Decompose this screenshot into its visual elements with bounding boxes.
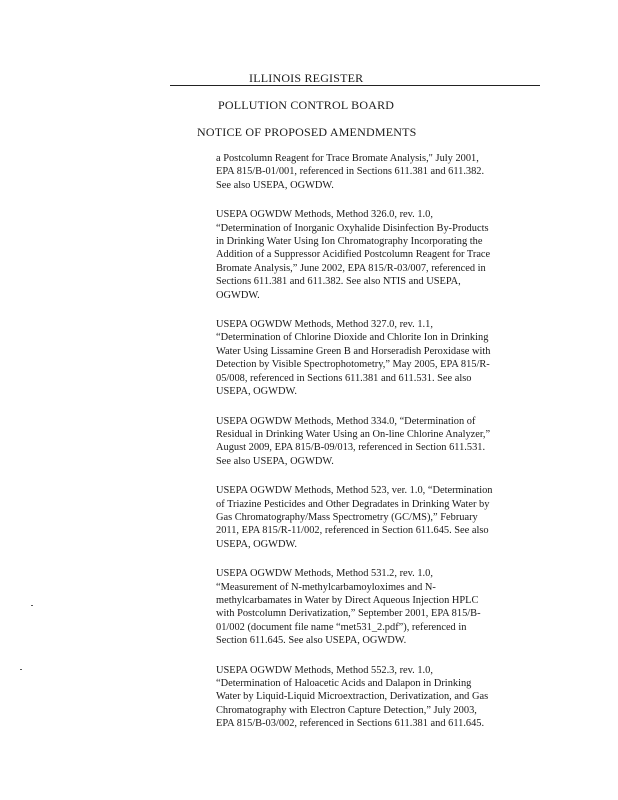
board-title: POLLUTION CONTROL BOARD xyxy=(218,98,395,112)
citation-list xyxy=(216,152,546,747)
citation-entry xyxy=(216,567,546,647)
citation-entry xyxy=(216,484,546,551)
citation-entry xyxy=(216,208,546,302)
citation-entry xyxy=(216,664,546,731)
entry-line: “Determination of Inorganic Oxyhalide Disinfection By-Products xyxy=(216,222,489,234)
entry-line: EPA 815/B-03/002, referenced in Sections 611.381 and 611.645. xyxy=(216,718,485,730)
entry-line: Sections 611.381 and 611.382. See also NTIS and USEPA, xyxy=(216,276,461,288)
entry-line: Residual in Drinking Water Using an On-line Chlorine Analyzer,” xyxy=(216,428,491,440)
entry-line: Chromatography with Electron Capture Detection,” July 2003, xyxy=(216,704,477,716)
entry-line: USEPA OGWDW Methods, Method 552.3, rev. 1.0, xyxy=(216,664,433,676)
entry-line: of Triazine Pesticides and Other Degradates in Drinking Water by xyxy=(216,498,490,510)
entry-line: USEPA OGWDW Methods, Method 531.2, rev. 1.0, xyxy=(216,568,433,580)
scan-speck xyxy=(31,605,33,606)
entry-line: Gas Chromatography/Mass Spectrometry (GC/MS),” February xyxy=(216,511,478,523)
citation-entry xyxy=(216,318,546,398)
entry-line: USEPA, OGWDW. xyxy=(216,386,297,398)
entry-line: 01/002 (document file name “met531_2.pdf”), referenced in xyxy=(216,621,467,633)
entry-line: a Postcolumn Reagent for Trace Bromate Analysis," July 2001, xyxy=(216,153,479,164)
scan-speck xyxy=(20,669,22,670)
entry-line: USEPA OGWDW Methods, Method 327.0, rev. 1.1, xyxy=(216,319,433,331)
citation-entry xyxy=(216,415,546,469)
entry-line: See also USEPA, OGWDW. xyxy=(216,455,334,467)
notice-title: NOTICE OF PROPOSED AMENDMENTS xyxy=(197,125,417,139)
entry-line: August 2009, EPA 815/B-09/013, referenced in Section 611.531. xyxy=(216,442,486,454)
entry-line: Section 611.645. See also USEPA, OGWDW. xyxy=(216,635,407,647)
entry-line: USEPA, OGWDW. xyxy=(216,538,297,550)
entry-line: Bromate Analysis,” June 2002, EPA 815/R-03/007, referenced in xyxy=(216,262,486,274)
entry-line: Detection by Visible Spectrophotometry,” May 2005, EPA 815/R- xyxy=(216,359,490,371)
entry-line: USEPA OGWDW Methods, Method 523, ver. 1.0, “Determination xyxy=(216,485,493,497)
entry-line: USEPA OGWDW Methods, Method 326.0, rev. 1.0, xyxy=(216,209,433,221)
entry-line: Water Using Lissamine Green B and Horseradish Peroxidase with xyxy=(216,345,491,357)
register-title: ILLINOIS REGISTER xyxy=(249,71,364,85)
entry-line: with Postcolumn Derivatization,” September 2001, EPA 815/B- xyxy=(216,608,481,620)
entry-line: Addition of a Suppressor Acidified Postcolumn Reagent for Trace xyxy=(216,249,491,261)
entry-line: EPA 815/B-01/001, referenced in Sections 611.381 and 611.382. xyxy=(216,166,485,178)
entry-line: See also USEPA, OGWDW. xyxy=(216,179,334,191)
citation-entry xyxy=(216,152,546,192)
entry-line: “Measurement of N-methylcarbamoyloximes and N- xyxy=(216,581,436,593)
entry-line: methylcarbamates in Water by Direct Aqueous Injection HPLC xyxy=(216,594,479,606)
entry-line: OGWDW. xyxy=(216,289,260,301)
entry-line: “Determination of Chlorine Dioxide and Chlorite Ion in Drinking xyxy=(216,332,489,344)
entry-line: 2011, EPA 815/R-11/002, referenced in Section 611.645. See also xyxy=(216,525,489,537)
entry-line: USEPA OGWDW Methods, Method 334.0, “Determination of xyxy=(216,415,476,427)
entry-line: in Drinking Water Using Ion Chromatography Incorporating the xyxy=(216,236,483,248)
entry-line: 05/008, referenced in Sections 611.381 and 611.531. See also xyxy=(216,372,472,384)
entry-line: “Determination of Haloacetic Acids and Dalapon in Drinking xyxy=(216,678,472,689)
entry-line: Water by Liquid-Liquid Microextraction, Derivatization, and Gas xyxy=(216,691,489,703)
